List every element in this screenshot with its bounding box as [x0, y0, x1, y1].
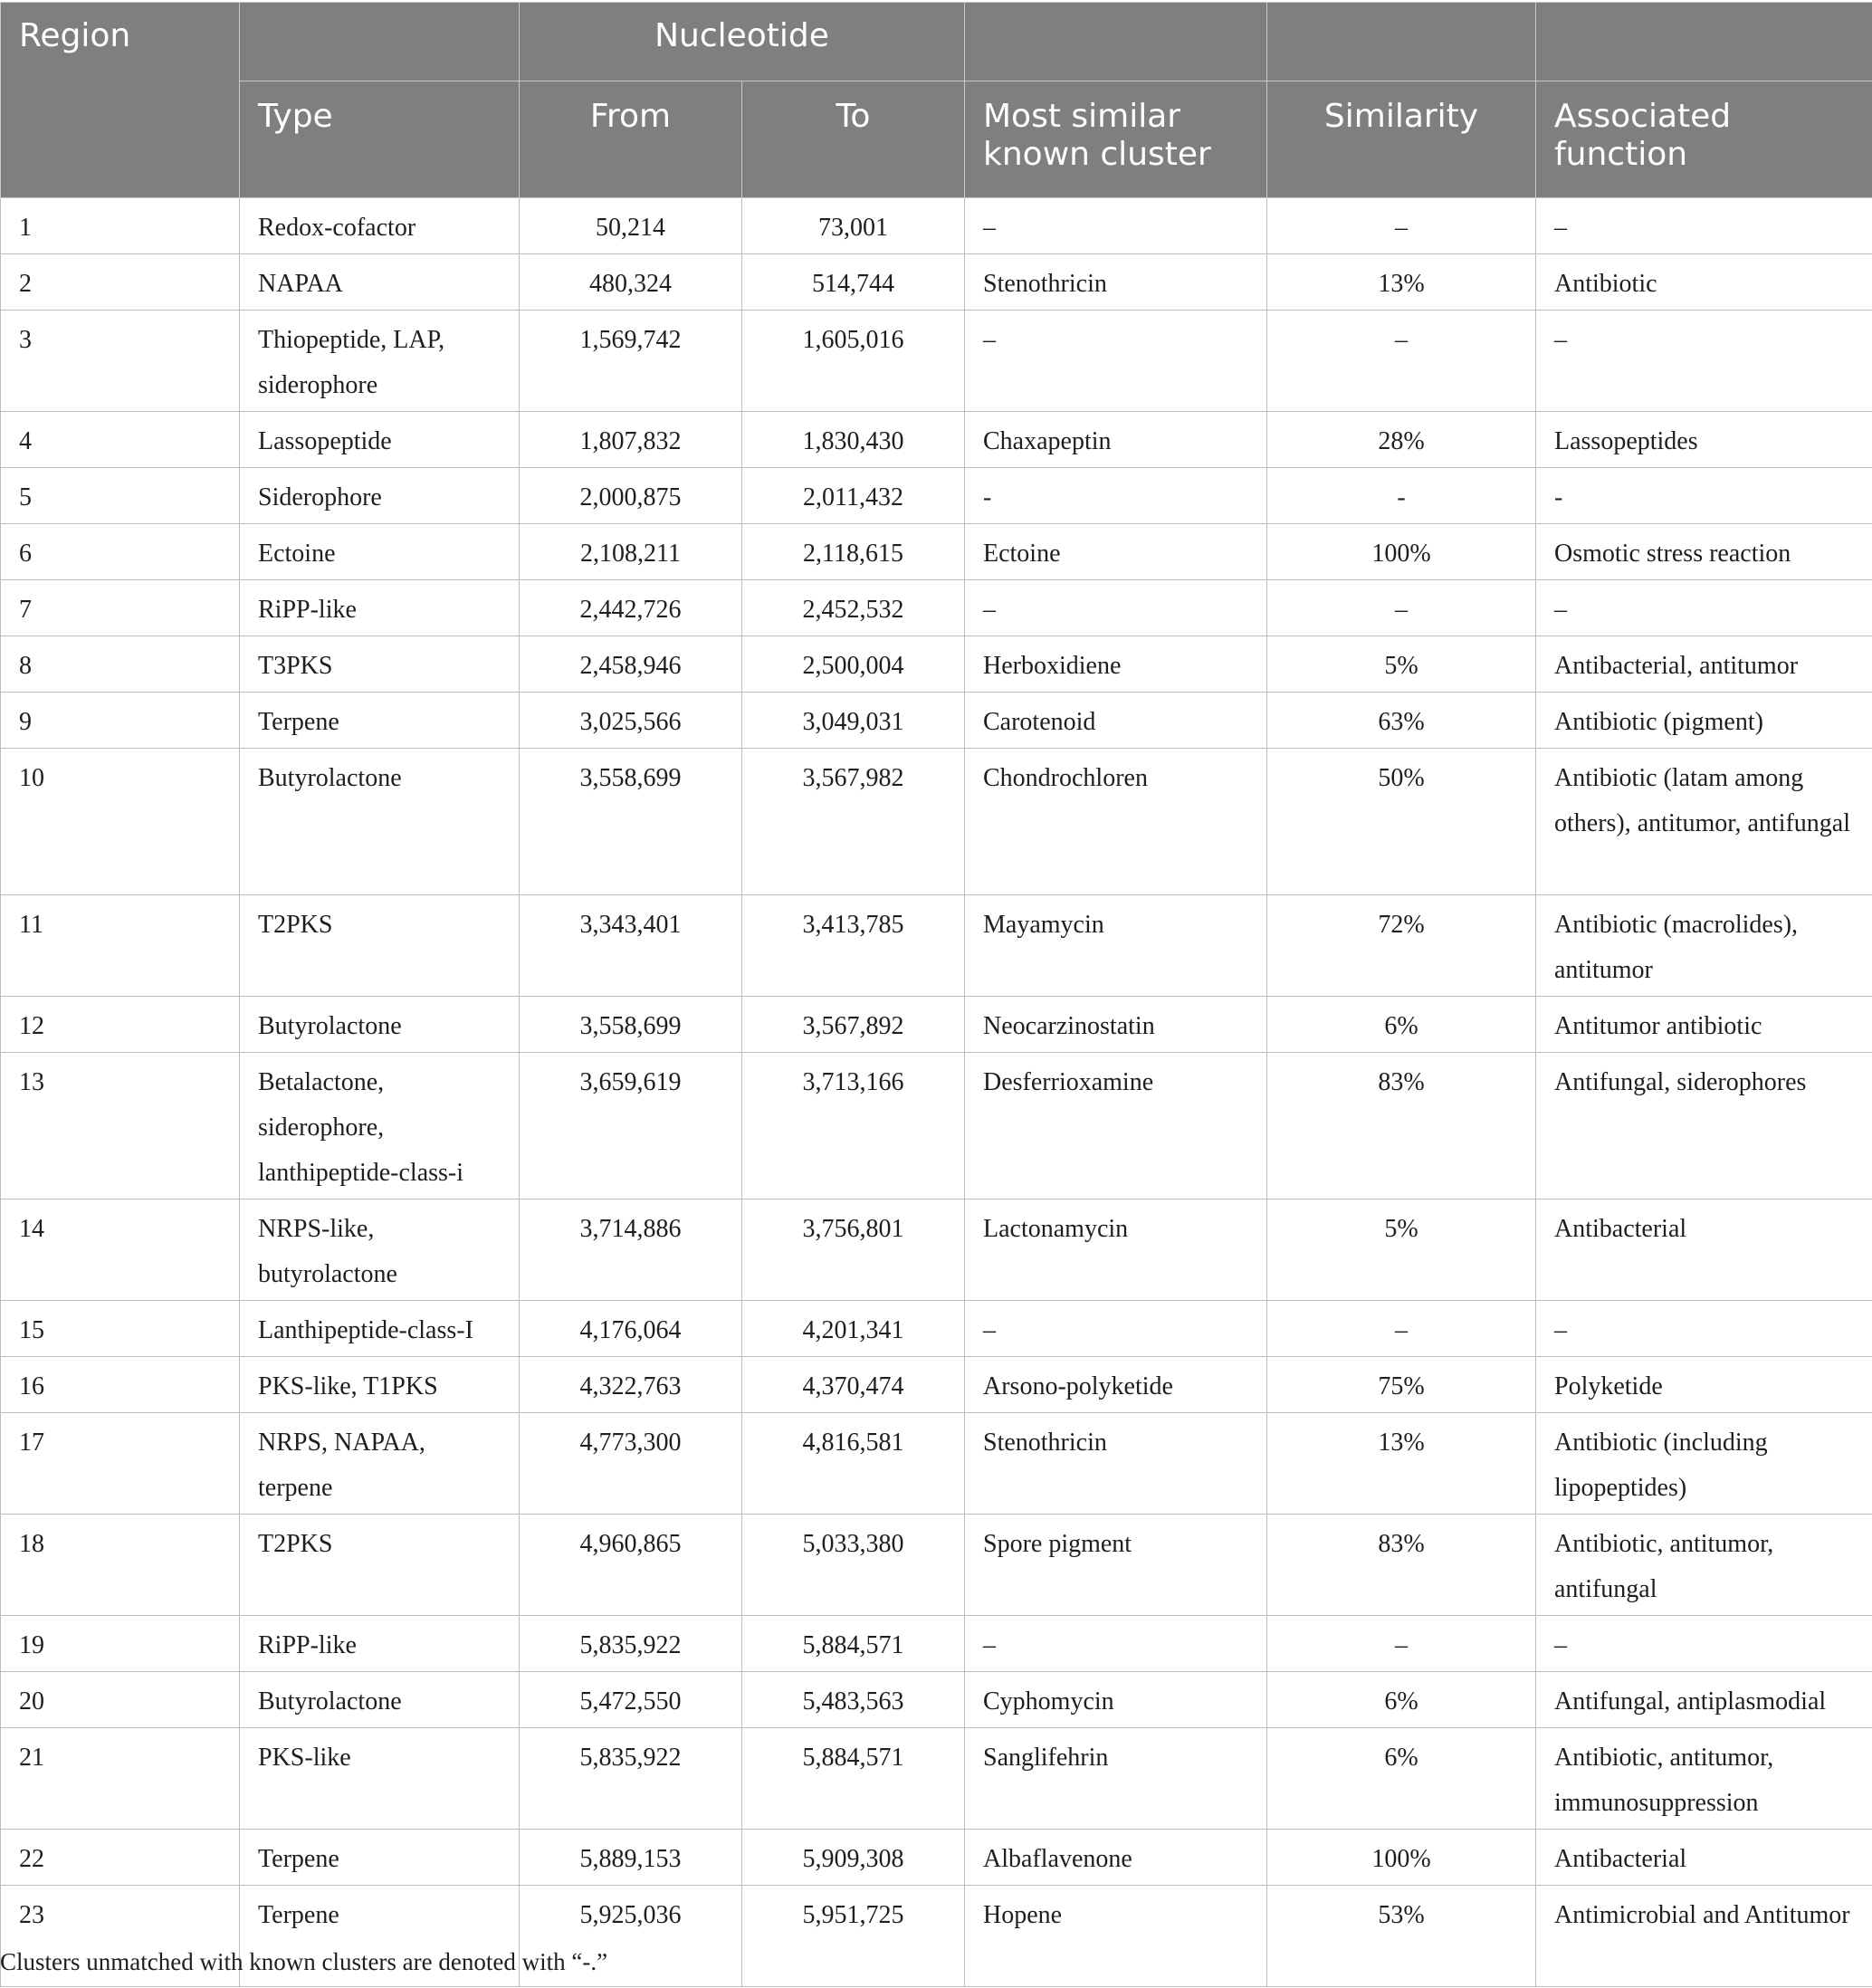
table-container: [0, 2, 1872, 1987]
cell-type: Lassopeptide: [240, 412, 520, 468]
cell-region: 12: [1, 997, 240, 1053]
cell-to: 4,201,341: [742, 1301, 965, 1357]
cell-similarity: 53%: [1267, 1886, 1536, 1987]
cell-cluster: Lactonamycin: [965, 1199, 1267, 1301]
cell-type: T2PKS: [240, 1515, 520, 1616]
cell-function: Antibiotic (latam among others), antitumor, antifungal: [1536, 749, 1872, 895]
header-similarity: Similarity: [1267, 81, 1536, 198]
header-blank: [1267, 3, 1536, 81]
table-row: [1, 895, 1872, 997]
cell-type: PKS-like, T1PKS: [240, 1357, 520, 1413]
cell-similarity: 6%: [1267, 1728, 1536, 1830]
cell-region: 7: [1, 580, 240, 636]
table-row: [1, 1199, 1872, 1301]
cell-type: Siderophore: [240, 468, 520, 524]
header-most-similar-cluster: Most similar known cluster: [965, 81, 1267, 198]
cell-type: Terpene: [240, 1886, 520, 1987]
cell-similarity: 100%: [1267, 1830, 1536, 1886]
table-row: [1, 1616, 1872, 1672]
cell-similarity: 83%: [1267, 1515, 1536, 1616]
cell-region: 10: [1, 749, 240, 895]
header-row-2: [1, 81, 1872, 198]
table-row: [1, 1728, 1872, 1830]
cell-to: 2,452,532: [742, 580, 965, 636]
cell-region: 20: [1, 1672, 240, 1728]
cell-type: NRPS, NAPAA, terpene: [240, 1413, 520, 1515]
table-row: [1, 1301, 1872, 1357]
cell-region: 19: [1, 1616, 240, 1672]
cell-cluster: Ectoine: [965, 524, 1267, 580]
cell-from: 4,773,300: [520, 1413, 742, 1515]
cell-type: NRPS-like, butyrolactone: [240, 1199, 520, 1301]
cell-cluster: –: [965, 1616, 1267, 1672]
cell-from: 5,472,550: [520, 1672, 742, 1728]
cell-function: –: [1536, 198, 1872, 254]
cell-from: 2,458,946: [520, 636, 742, 693]
cell-type: Thiopeptide, LAP, siderophore: [240, 311, 520, 412]
cell-region: 8: [1, 636, 240, 693]
cell-function: –: [1536, 580, 1872, 636]
cell-similarity: 83%: [1267, 1053, 1536, 1199]
cell-similarity: 13%: [1267, 1413, 1536, 1515]
cell-to: 514,744: [742, 254, 965, 311]
cell-from: 3,714,886: [520, 1199, 742, 1301]
cell-region: 13: [1, 1053, 240, 1199]
table-row: [1, 198, 1872, 254]
cell-function: Lassopeptides: [1536, 412, 1872, 468]
cell-type: PKS-like: [240, 1728, 520, 1830]
table-row: [1, 311, 1872, 412]
cell-from: 5,925,036: [520, 1886, 742, 1987]
cell-region: 4: [1, 412, 240, 468]
cell-cluster: Hopene: [965, 1886, 1267, 1987]
cell-region: 9: [1, 693, 240, 749]
cell-region: 21: [1, 1728, 240, 1830]
cell-type: Terpene: [240, 1830, 520, 1886]
cell-from: 3,025,566: [520, 693, 742, 749]
cell-from: 4,176,064: [520, 1301, 742, 1357]
cell-from: 2,108,211: [520, 524, 742, 580]
cell-to: 2,118,615: [742, 524, 965, 580]
cell-similarity: 5%: [1267, 636, 1536, 693]
cell-function: –: [1536, 311, 1872, 412]
table-row: [1, 1413, 1872, 1515]
cell-region: 17: [1, 1413, 240, 1515]
cell-cluster: Neocarzinostatin: [965, 997, 1267, 1053]
header-nucleotide: Nucleotide: [520, 3, 965, 81]
table-row: [1, 1830, 1872, 1886]
bgc-regions-table: [0, 2, 1872, 1987]
cell-function: Osmotic stress reaction: [1536, 524, 1872, 580]
cell-function: Antimicrobial and Antitumor: [1536, 1886, 1872, 1987]
table-row: [1, 636, 1872, 693]
cell-function: –: [1536, 1301, 1872, 1357]
cell-region: 15: [1, 1301, 240, 1357]
cell-function: Antibiotic, antitumor, immunosuppression: [1536, 1728, 1872, 1830]
cell-cluster: –: [965, 1301, 1267, 1357]
cell-region: 2: [1, 254, 240, 311]
cell-region: 5: [1, 468, 240, 524]
cell-function: Antibacterial, antitumor: [1536, 636, 1872, 693]
cell-similarity: 72%: [1267, 895, 1536, 997]
cell-type: Redox-cofactor: [240, 198, 520, 254]
cell-to: 5,884,571: [742, 1616, 965, 1672]
header-type: Type: [240, 81, 520, 198]
cell-from: 1,569,742: [520, 311, 742, 412]
cell-similarity: –: [1267, 580, 1536, 636]
cell-cluster: Stenothricin: [965, 254, 1267, 311]
cell-similarity: 13%: [1267, 254, 1536, 311]
cell-type: Ectoine: [240, 524, 520, 580]
header-blank: [1536, 3, 1872, 81]
cell-from: 5,889,153: [520, 1830, 742, 1886]
cell-region: 16: [1, 1357, 240, 1413]
cell-cluster: Carotenoid: [965, 693, 1267, 749]
cell-type: Terpene: [240, 693, 520, 749]
cell-to: 5,909,308: [742, 1830, 965, 1886]
header-blank: [240, 3, 520, 81]
table-row: [1, 749, 1872, 895]
table-row: [1, 1357, 1872, 1413]
cell-cluster: Chaxapeptin: [965, 412, 1267, 468]
cell-cluster: Desferrioxamine: [965, 1053, 1267, 1199]
cell-similarity: 100%: [1267, 524, 1536, 580]
cell-from: 4,322,763: [520, 1357, 742, 1413]
cell-to: 5,951,725: [742, 1886, 965, 1987]
cell-function: –: [1536, 1616, 1872, 1672]
cell-to: 5,884,571: [742, 1728, 965, 1830]
table-row: [1, 1672, 1872, 1728]
cell-similarity: 28%: [1267, 412, 1536, 468]
cell-from: 4,960,865: [520, 1515, 742, 1616]
cell-similarity: 6%: [1267, 1672, 1536, 1728]
cell-to: 3,049,031: [742, 693, 965, 749]
cell-function: -: [1536, 468, 1872, 524]
cell-cluster: Albaflavenone: [965, 1830, 1267, 1886]
header-region: Region: [1, 3, 240, 198]
cell-function: Antitumor antibiotic: [1536, 997, 1872, 1053]
cell-from: 3,343,401: [520, 895, 742, 997]
table-row: [1, 524, 1872, 580]
cell-function: Antifungal, antiplasmodial: [1536, 1672, 1872, 1728]
cell-similarity: 6%: [1267, 997, 1536, 1053]
table-body: [1, 198, 1872, 1987]
cell-cluster: -: [965, 468, 1267, 524]
cell-region: 1: [1, 198, 240, 254]
cell-from: 2,442,726: [520, 580, 742, 636]
cell-type: RiPP-like: [240, 1616, 520, 1672]
cell-to: 3,756,801: [742, 1199, 965, 1301]
cell-to: 3,413,785: [742, 895, 965, 997]
table-row: [1, 1515, 1872, 1616]
cell-cluster: Arsono-polyketide: [965, 1357, 1267, 1413]
cell-type: RiPP-like: [240, 580, 520, 636]
cell-region: 14: [1, 1199, 240, 1301]
cell-similarity: 50%: [1267, 749, 1536, 895]
cell-similarity: 5%: [1267, 1199, 1536, 1301]
cell-region: 18: [1, 1515, 240, 1616]
cell-similarity: –: [1267, 311, 1536, 412]
cell-cluster: –: [965, 580, 1267, 636]
header-associated-function: Associated function: [1536, 81, 1872, 198]
cell-to: 4,816,581: [742, 1413, 965, 1515]
cell-cluster: Cyphomycin: [965, 1672, 1267, 1728]
table-row: [1, 693, 1872, 749]
cell-type: Butyrolactone: [240, 1672, 520, 1728]
cell-type: Lanthipeptide-class-I: [240, 1301, 520, 1357]
cell-similarity: –: [1267, 1616, 1536, 1672]
cell-similarity: 63%: [1267, 693, 1536, 749]
cell-similarity: –: [1267, 198, 1536, 254]
cell-cluster: –: [965, 311, 1267, 412]
cell-to: 1,830,430: [742, 412, 965, 468]
cell-type: Betalactone, siderophore, lanthipeptide-class-i: [240, 1053, 520, 1199]
cell-cluster: Chondrochloren: [965, 749, 1267, 895]
cell-to: 5,483,563: [742, 1672, 965, 1728]
cell-similarity: 75%: [1267, 1357, 1536, 1413]
cell-region: 6: [1, 524, 240, 580]
cell-function: Antibacterial: [1536, 1830, 1872, 1886]
cell-to: 73,001: [742, 198, 965, 254]
cell-from: 3,558,699: [520, 997, 742, 1053]
cell-region: 23: [1, 1886, 240, 1987]
cell-from: 1,807,832: [520, 412, 742, 468]
cell-to: 1,605,016: [742, 311, 965, 412]
cell-cluster: Spore pigment: [965, 1515, 1267, 1616]
cell-from: 5,835,922: [520, 1728, 742, 1830]
header-blank: [965, 3, 1267, 81]
cell-type: Butyrolactone: [240, 749, 520, 895]
cell-from: 480,324: [520, 254, 742, 311]
cell-type: T3PKS: [240, 636, 520, 693]
cell-function: Antibacterial: [1536, 1199, 1872, 1301]
cell-from: 2,000,875: [520, 468, 742, 524]
cell-type: Butyrolactone: [240, 997, 520, 1053]
cell-similarity: -: [1267, 468, 1536, 524]
cell-from: 5,835,922: [520, 1616, 742, 1672]
cell-to: 3,567,982: [742, 749, 965, 895]
cell-function: Antibiotic (including lipopeptides): [1536, 1413, 1872, 1515]
cell-cluster: Mayamycin: [965, 895, 1267, 997]
header-from: From: [520, 81, 742, 198]
table-row: [1, 254, 1872, 311]
cell-cluster: –: [965, 198, 1267, 254]
cell-similarity: –: [1267, 1301, 1536, 1357]
cell-from: 50,214: [520, 198, 742, 254]
header-row-1: [1, 3, 1872, 81]
table-footnote: Clusters unmatched with known clusters are denoted with “-.”: [0, 1948, 608, 1975]
cell-function: Antibiotic, antitumor, antifungal: [1536, 1515, 1872, 1616]
table-row: [1, 1053, 1872, 1199]
cell-region: 22: [1, 1830, 240, 1886]
table-header: [1, 3, 1872, 198]
cell-type: T2PKS: [240, 895, 520, 997]
cell-cluster: Stenothricin: [965, 1413, 1267, 1515]
cell-region: 11: [1, 895, 240, 997]
cell-region: 3: [1, 311, 240, 412]
cell-function: Antifungal, siderophores: [1536, 1053, 1872, 1199]
table-row: [1, 468, 1872, 524]
cell-to: 2,500,004: [742, 636, 965, 693]
cell-type: NAPAA: [240, 254, 520, 311]
header-to: To: [742, 81, 965, 198]
cell-from: 3,558,699: [520, 749, 742, 895]
table-row: [1, 997, 1872, 1053]
cell-to: 3,567,892: [742, 997, 965, 1053]
cell-to: 2,011,432: [742, 468, 965, 524]
table-row: [1, 580, 1872, 636]
cell-function: Antibiotic: [1536, 254, 1872, 311]
cell-function: Antibiotic (macrolides), antitumor: [1536, 895, 1872, 997]
cell-from: 3,659,619: [520, 1053, 742, 1199]
cell-to: 5,033,380: [742, 1515, 965, 1616]
cell-function: Polyketide: [1536, 1357, 1872, 1413]
table-row: [1, 412, 1872, 468]
cell-to: 4,370,474: [742, 1357, 965, 1413]
cell-cluster: Sanglifehrin: [965, 1728, 1267, 1830]
cell-cluster: Herboxidiene: [965, 636, 1267, 693]
cell-to: 3,713,166: [742, 1053, 965, 1199]
cell-function: Antibiotic (pigment): [1536, 693, 1872, 749]
